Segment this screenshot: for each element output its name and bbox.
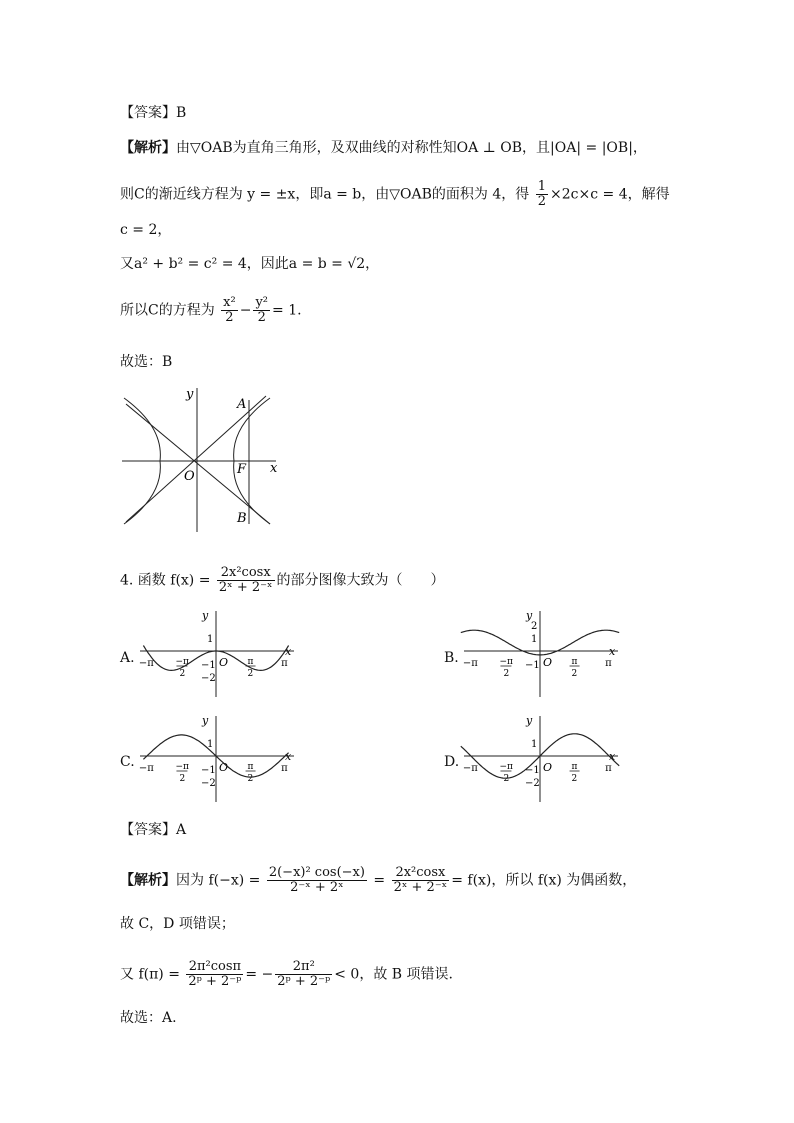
option-letter-D: D. (444, 754, 460, 770)
stem-text: 的部分图像大致为（ ） (276, 572, 445, 589)
option-letter-B: B. (444, 650, 459, 666)
option-graph-B (458, 605, 628, 700)
stem-text: 4. 函数 f(x) = (120, 572, 211, 589)
analysis-text: = − (245, 966, 274, 983)
tick-label: −π (499, 657, 513, 667)
axis-label-y: y (202, 714, 209, 727)
fraction-f-x (392, 866, 450, 895)
tick-label: 2 (503, 669, 510, 679)
answer-tag: 【答案】 (120, 822, 176, 838)
tick-label-origin: O (543, 761, 553, 774)
q3-conclusion: 故选：B (120, 354, 173, 370)
option-letter-C: C. (120, 754, 135, 770)
q4-analysis-line3 (120, 960, 453, 989)
option-letter-A: A. (120, 650, 135, 666)
tick-label: 2 (247, 774, 254, 784)
tick-label: π (571, 762, 578, 772)
tick-label: −π (462, 763, 478, 774)
label-F: F (237, 462, 247, 477)
tick-label: −π (175, 657, 189, 667)
q4-conclusion: 故选：A. (120, 1010, 177, 1026)
fraction-f-pi (186, 960, 243, 989)
q3-answer (120, 103, 186, 123)
tick-label: −π (138, 763, 154, 774)
frac-num: 2π²cosπ (186, 960, 243, 975)
tick-label: π (247, 657, 254, 667)
equals-sign: = (373, 872, 386, 889)
tick-label: 2 (179, 774, 186, 784)
tick-label: π (605, 658, 612, 669)
fraction-y2 (253, 296, 270, 325)
tick-label: π (571, 657, 578, 667)
analysis-text: = f(x)，所以 f(x) 为偶函数， (451, 872, 637, 889)
frac-den: 2ᵖ + 2⁻ᵖ (188, 974, 242, 989)
option-graph-A (134, 605, 304, 700)
frac-den: 2 (225, 310, 234, 325)
tick-label: −2 (525, 778, 540, 789)
frac-num: 1 (537, 179, 547, 194)
axis-label-x: x (285, 750, 292, 763)
label-y: y (186, 387, 194, 402)
tick-label: 2 (247, 669, 254, 679)
tick-label: 2 (179, 669, 186, 679)
frac-num: y² (255, 295, 269, 310)
tick-label: 2 (571, 774, 578, 784)
fraction-pi-sq (275, 960, 332, 989)
option-graph-D (458, 710, 628, 805)
tick-label: −1 (201, 660, 216, 671)
fraction-half (536, 180, 548, 209)
answer-tag: 【答案】 (120, 105, 176, 121)
tick-label: 2 (531, 621, 538, 632)
frac-den: 2ˣ + 2⁻ˣ (393, 880, 448, 895)
frac-den: 2ᵖ + 2⁻ᵖ (277, 974, 331, 989)
frac-den: 2⁻ˣ + 2ˣ (290, 880, 344, 895)
q4-analysis-line1 (120, 866, 636, 895)
label-B: B (237, 511, 247, 526)
tick-label: −2 (201, 673, 216, 684)
axis-label-y: y (526, 609, 533, 622)
axis-label-x: x (285, 645, 292, 658)
tick-label: 2 (503, 774, 510, 784)
q3-analysis-line2 (120, 180, 670, 209)
analysis-text: 又 f(π) = (120, 966, 180, 983)
analysis-tag: 【解析】 (120, 872, 176, 889)
frac-num: 2x²cosx (217, 566, 275, 581)
tick-label: −π (462, 658, 478, 669)
label-O: O (184, 469, 195, 484)
tick-label: −1 (525, 660, 540, 671)
q4-analysis-line2: 故 C，D 项错误； (120, 916, 235, 932)
option-graph-C (134, 710, 304, 805)
q4-answer (120, 820, 186, 840)
q4-stem (120, 566, 445, 595)
frac-num: 2x²cosx (392, 866, 450, 881)
tick-label-origin: O (219, 761, 229, 774)
minus-sign: − (239, 302, 252, 319)
frac-den: 2 (537, 194, 547, 209)
label-A: A (237, 397, 247, 412)
tick-label: −π (175, 762, 189, 772)
frac-num: x² (223, 295, 236, 310)
axis-label-x: x (609, 750, 616, 763)
tick-label: π (281, 763, 288, 774)
tick-label: 1 (207, 739, 214, 750)
axis-label-y: y (526, 714, 533, 727)
analysis-tag: 【解析】 (120, 140, 176, 156)
tick-label-origin: O (219, 656, 229, 669)
analysis-text: 则C的渐近线方程为 y = ±x，即a = b，由▽OAB的面积为 4，得 (120, 186, 530, 203)
label-x: x (270, 461, 278, 476)
analysis-text: < 0，故 B 项错误. (334, 966, 453, 983)
tick-label: 1 (207, 634, 214, 645)
answer-value: A (176, 822, 187, 838)
tick-label: π (281, 658, 288, 669)
tick-label: −π (499, 762, 513, 772)
answer-value: B (176, 105, 187, 121)
stem-fraction (217, 566, 275, 595)
tick-label: −1 (525, 765, 540, 776)
fraction-f-neg-x (267, 866, 367, 895)
frac-den: 2 (257, 310, 266, 325)
q3-analysis-line3: c = 2， (120, 222, 172, 238)
tick-label: −π (138, 658, 154, 669)
fraction-x2 (221, 296, 238, 325)
frac-num: 2(−x)² cos(−x) (268, 865, 365, 880)
frac-den: 2ˣ + 2⁻ˣ (218, 580, 273, 595)
tick-label: 1 (531, 739, 538, 750)
q3-analysis-line5 (120, 296, 302, 325)
axis-label-x: x (609, 645, 616, 658)
tick-label: −2 (201, 778, 216, 789)
analysis-text: 因为 f(−x) = (176, 872, 261, 889)
tick-label: π (605, 763, 612, 774)
analysis-text: = 1. (272, 302, 302, 319)
hyperbola-figure (118, 382, 288, 534)
asymptote-1 (126, 404, 270, 524)
tick-label: 1 (531, 634, 538, 645)
axis-label-y: y (202, 609, 209, 622)
tick-label: 2 (571, 669, 578, 679)
analysis-text: 所以C的方程为 (120, 302, 215, 319)
frac-num: 2π² (275, 960, 332, 975)
tick-label: π (247, 762, 254, 772)
tick-label-origin: O (543, 656, 553, 669)
analysis-text: 由▽OAB为直角三角形，及双曲线的对称性知OA ⊥ OB，且|OA| = |OB|， (176, 140, 647, 156)
analysis-text: ×2c×c = 4，解得 (550, 186, 670, 203)
q3-analysis-line1 (120, 138, 647, 158)
tick-label: −1 (201, 765, 216, 776)
q3-analysis-line4: 又a² + b² = c² = 4，因此a = b = √2， (120, 256, 380, 272)
